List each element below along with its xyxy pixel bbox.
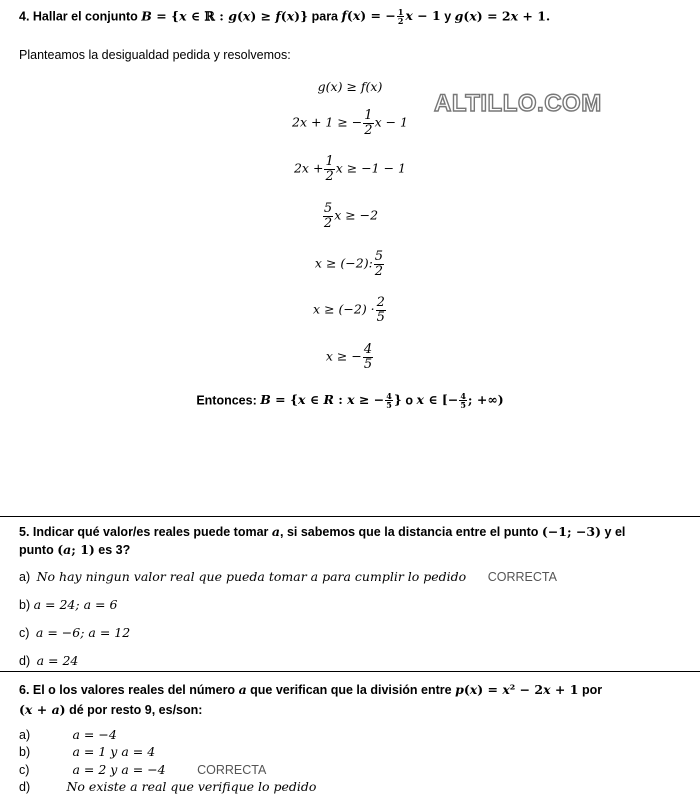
altillo-watermark-logo: ALTILLO.COM [434, 90, 602, 117]
q4-set-def-rest: = {x ∈ ℝ : g(x) ≥ f(x)} [151, 8, 309, 24]
q6-heading: 6. El o los valores reales del número a que verifican que la división entre p(x) = x² − 2x + 1 por (x + a) dé por resto 9, es/son: [19, 682, 603, 717]
q6-correct-badge: CORRECTA [197, 763, 267, 777]
q4-para: para [311, 9, 339, 24]
q5-option-b[interactable]: b) a = 24; a = 6 [19, 597, 118, 612]
q5-option-d[interactable]: d) a = 24 [19, 653, 79, 668]
q4-intro: Planteamos la desigualdad pedida y resolvemos: [19, 48, 291, 62]
q4-step-5: x ≥ (−2): $\frac{5}{2}$ [314, 249, 384, 279]
q5-heading: 5. Indicar qué valor/es reales puede tomar a, si sabemos que la distancia entre el punto (−1; −3) y el punto (a; 1) es 3? [19, 524, 626, 557]
q4-step-3: 2x + $\frac{1}{2}$ x ≥ −1 − 1 [293, 154, 406, 184]
q6-option-d[interactable]: d) No existe a real que verifique lo pedido [19, 779, 317, 794]
q4-heading [19, 8, 550, 26]
q4-step-2: 2x + 1 ≥ − $\frac{1}{2}$ x − 1 [292, 108, 408, 138]
divider-q5 [0, 516, 700, 517]
q6-option-a[interactable]: a) a = −4 [19, 727, 117, 742]
q6-option-b[interactable]: b) a = 1 y a = 4 [19, 744, 156, 759]
q4-step-6: x ≥ (−2) · $\frac{2}{5}$ [313, 295, 385, 325]
q5-option-a[interactable]: a) No hay ningun valor real que pueda tomar a para cumplir lo pedido CORRECTA [19, 569, 557, 584]
q5-option-c[interactable]: c) a = −6; a = 12 [19, 625, 131, 640]
q4-y: y [444, 9, 452, 24]
q4-step-4: $\frac{5}{2}$ x ≥ −2 [323, 201, 379, 231]
q4-set-def: B [141, 8, 152, 24]
divider-q6 [0, 671, 700, 672]
q6-option-c[interactable]: c) a = 2 y a = −4 CORRECTA [19, 762, 267, 777]
q4-f-def: f(x) = − $\frac{1}{2}$ x − 1 [341, 7, 441, 27]
q5-correct-badge: CORRECTA [487, 570, 557, 584]
q4-conclusion: Entonces: B = {x ∈ R : x ≥ − $\frac{4}{5}$ } o x ∈ [− $\frac{4}{5}$ ; +∞) [196, 391, 504, 411]
q4-label: 4. Hallar el conjunto [19, 9, 138, 24]
q4-g-def: g(x) = 2x + 1. [454, 8, 551, 24]
q4-step-7: x ≥ − $\frac{4}{5}$ [325, 342, 373, 372]
q4-step-1: g(x) ≥ f(x) [317, 79, 383, 94]
